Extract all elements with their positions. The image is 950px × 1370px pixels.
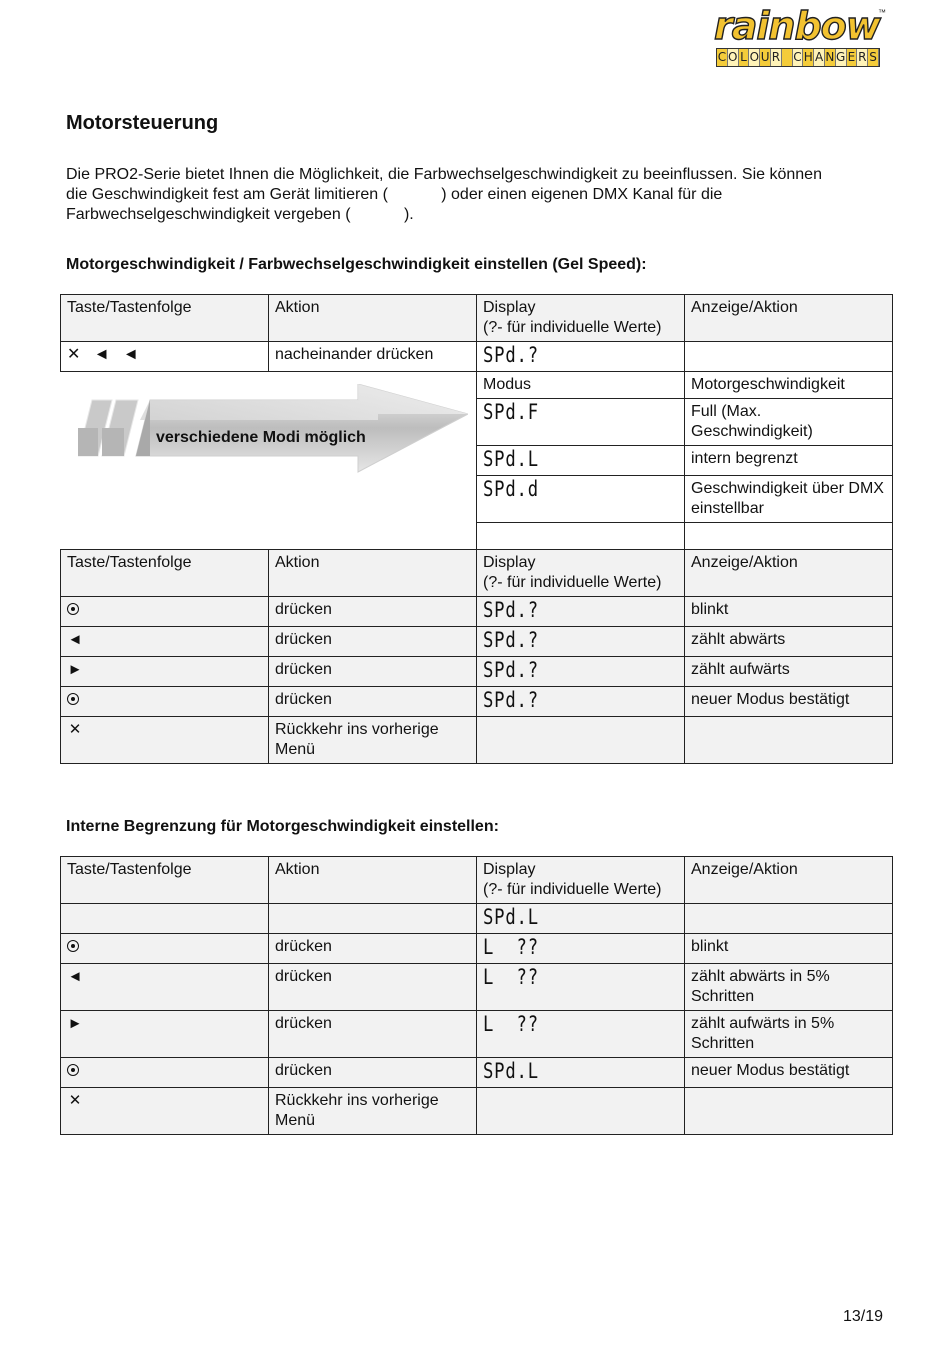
intro-line-3: Farbwechselgeschwindigkeit vergeben ( ). [66, 206, 414, 223]
left-arrow-icon: ◄ [67, 968, 83, 985]
action-cell: drücken [269, 1011, 477, 1058]
header-display [477, 550, 685, 597]
header-action: Aktion [269, 550, 477, 597]
display-cell [477, 342, 685, 372]
display-cell [477, 687, 685, 717]
logo-letter: E [847, 49, 858, 66]
action-cell: Rückkehr ins vorherige Menü [269, 1088, 477, 1135]
header-action: Aktion [269, 857, 477, 904]
header-display-note: (?- für individuelle Werte) [483, 574, 662, 591]
table-row [61, 904, 893, 934]
segment-display: SPd.? [483, 658, 539, 682]
table-row [61, 627, 893, 657]
display-cell [477, 597, 685, 627]
header-display [477, 295, 685, 342]
table-row [61, 1011, 893, 1058]
mode-description: intern begrenzt [685, 446, 893, 476]
action-cell: drücken [269, 1058, 477, 1088]
mode-description: Geschwindigkeit über DMX einstellbar [685, 476, 893, 523]
result-cell: neuer Modus bestätigt [685, 687, 893, 717]
result-cell [685, 1088, 893, 1135]
result-cell: zählt abwärts [685, 627, 893, 657]
intro-paragraph [66, 165, 886, 225]
logo-trademark: ™ [878, 8, 886, 17]
modus-header: Modus [477, 372, 685, 399]
logo-letter: C [793, 50, 802, 64]
display-cell [477, 627, 685, 657]
speed-header: Motorgeschwindigkeit [685, 372, 893, 399]
internal-limit-table [60, 856, 893, 1135]
result-cell [685, 342, 893, 372]
logo-letter: C [717, 50, 727, 64]
action-cell [269, 904, 477, 934]
intro-line-2: die Geschwindigkeit fest am Gerät limitieren ( ) oder einen eigenen DMX Kanal für die [66, 186, 723, 203]
logo-letter: R [858, 50, 867, 64]
logo-letter: L [739, 49, 750, 66]
key-cell [61, 687, 269, 717]
table-header-row [61, 550, 893, 597]
table-row [61, 657, 893, 687]
result-cell [685, 904, 893, 934]
header-display-note: (?- für individuelle Werte) [483, 881, 662, 898]
intro-line-1: Die PRO2-Serie bietet Ihnen die Möglichkeit, die Farbwechselgeschwindigkeit zu beeinflussen. Sie können [66, 166, 822, 183]
segment-display: SPd.? [483, 598, 539, 622]
table-row [61, 1058, 893, 1088]
enter-icon [67, 693, 79, 705]
mode-change-table [60, 549, 893, 764]
key-cell [61, 597, 269, 627]
arrow-label: verschiedene Modi möglich [156, 429, 366, 446]
right-arrow-icon: ► [67, 661, 83, 678]
logo-letter: G [836, 50, 846, 64]
enter-icon [67, 940, 79, 952]
key-cell [61, 934, 269, 964]
display-cell [477, 1088, 685, 1135]
result-cell: blinkt [685, 934, 893, 964]
key-cell [61, 627, 269, 657]
header-keys: Taste/Tastenfolge [61, 550, 269, 597]
table-row [61, 1088, 893, 1135]
table-row [61, 964, 893, 1011]
display-cell [477, 476, 685, 523]
header-keys: Taste/Tastenfolge [61, 295, 269, 342]
left-arrow-icon: ◄ [67, 631, 83, 648]
header-display-title: Display [483, 554, 536, 571]
key-sequence-symbols: ✕ ◄ ◄ [67, 346, 139, 363]
result-cell: blinkt [685, 597, 893, 627]
page-title: Motorsteuerung [66, 112, 219, 134]
logo-letter: A [814, 50, 824, 64]
table-row [61, 687, 893, 717]
logo-letter-gap [782, 49, 793, 66]
result-cell: neuer Modus bestätigt [685, 1058, 893, 1088]
table-header-row [61, 295, 893, 342]
mode-description: Full (Max. Geschwindigkeit) [685, 399, 893, 446]
header-result: Anzeige/Aktion [685, 857, 893, 904]
result-cell [685, 717, 893, 764]
display-cell [477, 399, 685, 446]
logo-letter: O [749, 50, 760, 64]
display-cell [477, 657, 685, 687]
header-action: Aktion [269, 295, 477, 342]
action-cell: drücken [269, 657, 477, 687]
key-cell [61, 657, 269, 687]
header-display-title: Display [483, 299, 536, 316]
segment-display: L ?? [483, 935, 539, 959]
table-row [61, 597, 893, 627]
logo-letter: N [825, 50, 835, 64]
action-cell: drücken [269, 597, 477, 627]
section-heading-gel-speed: Motorgeschwindigkeit / Farbwechselgeschwindigkeit einstellen (Gel Speed): [66, 256, 647, 273]
key-sequence [61, 342, 269, 372]
header-display-note: (?- für individuelle Werte) [483, 319, 662, 336]
table-row [61, 717, 893, 764]
header-result: Anzeige/Aktion [685, 550, 893, 597]
modes-arrow-graphic [78, 384, 468, 476]
logo-letter: U [760, 50, 770, 64]
result-cell: zählt aufwärts in 5% Schritten [685, 1011, 893, 1058]
key-cell [61, 964, 269, 1011]
segment-display: SPd.? [483, 688, 539, 712]
table-header-row [61, 857, 893, 904]
key-cell [61, 1088, 269, 1135]
result-cell: zählt aufwärts [685, 657, 893, 687]
key-cell [61, 717, 269, 764]
display-cell [477, 1058, 685, 1088]
action-cell: drücken [269, 627, 477, 657]
logo-subtitle-bar [716, 48, 880, 67]
brand-logo [714, 4, 890, 70]
close-icon: ✕ [68, 721, 82, 738]
action-cell: drücken [269, 934, 477, 964]
display-cell [477, 964, 685, 1011]
header-result: Anzeige/Aktion [685, 295, 893, 342]
segment-display: L ?? [483, 1012, 539, 1036]
logo-letter: H [803, 50, 813, 64]
logo-letter: O [727, 50, 738, 64]
header-display [477, 857, 685, 904]
segment-display: SPd.? [483, 343, 539, 367]
action-cell: nacheinander drücken [269, 342, 477, 372]
segment-display: SPd.? [483, 628, 539, 652]
header-keys: Taste/Tastenfolge [61, 857, 269, 904]
enter-icon [67, 1064, 79, 1076]
header-display-title: Display [483, 861, 536, 878]
display-cell [477, 934, 685, 964]
key-cell [61, 904, 269, 934]
key-cell [61, 1058, 269, 1088]
table-row [61, 342, 893, 372]
segment-display: SPd.L [483, 447, 539, 471]
segment-display: SPd.L [483, 905, 539, 929]
page-number: 13/19 [843, 1308, 884, 1325]
right-arrow-icon: ► [67, 1015, 83, 1032]
segment-display: SPd.d [483, 477, 539, 501]
logo-wordmark: rainbow [714, 4, 880, 48]
enter-icon [67, 603, 79, 615]
action-cell: drücken [269, 687, 477, 717]
close-icon: ✕ [68, 1092, 82, 1109]
action-cell: Rückkehr ins vorherige Menü [269, 717, 477, 764]
section-heading-internal-limit: Interne Begrenzung für Motorgeschwindigkeit einstellen: [66, 818, 499, 835]
segment-display: SPd.F [483, 400, 539, 424]
segment-display: L ?? [483, 965, 539, 989]
logo-letter: R [771, 50, 781, 64]
segment-display: SPd.L [483, 1059, 539, 1083]
display-cell [477, 446, 685, 476]
logo-letter: S [868, 49, 879, 66]
display-cell [477, 904, 685, 934]
result-cell: zählt abwärts in 5% Schritten [685, 964, 893, 1011]
action-cell: drücken [269, 964, 477, 1011]
key-cell [61, 1011, 269, 1058]
table-row [61, 934, 893, 964]
display-cell [477, 1011, 685, 1058]
display-cell [477, 717, 685, 764]
